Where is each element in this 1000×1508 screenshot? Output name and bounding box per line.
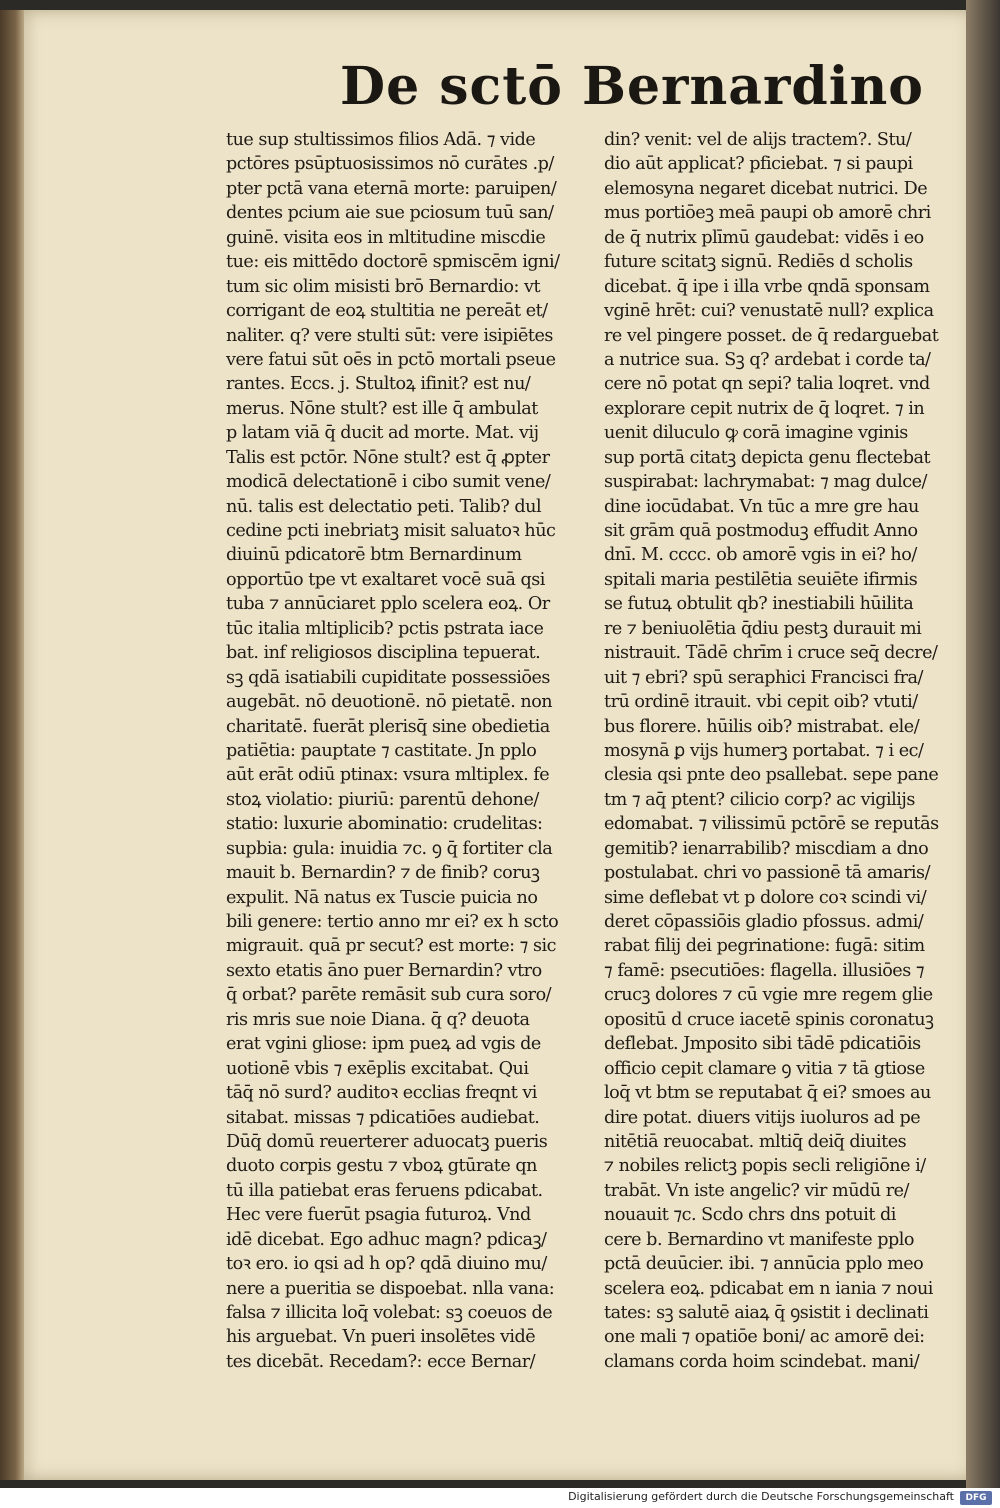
text-line: se futuꝝ obtulit qb? inestiabili hūilita: [604, 594, 914, 615]
text-line: guinē. visita eos in mltitudine miscdie: [226, 227, 546, 248]
text-line: modicā delectationē i cibo sumit vene/: [226, 472, 551, 493]
text-line: tuba ⁊ annūciaret pplo scelera eoꝝ. Or: [226, 594, 550, 615]
text-line: pctā deuūcier. ibi. ⁊ annūcia pplo meo: [604, 1254, 924, 1275]
text-line: trabāt. Vn iste angelic? vir mūdū re/: [604, 1180, 909, 1201]
dfg-logo-icon: DFG: [960, 1491, 992, 1505]
text-line: trū ordinē itrauit. vbi cepit oib? vtuti/: [604, 692, 918, 713]
text-line: tūc italia mltiplicib? pctis pstrata iace: [226, 618, 544, 639]
text-line: uotionē vbis ⁊ exēplis excitabat. Qui: [226, 1058, 529, 1079]
text-line: tates: sꝫ salutē aiaꝝ q̄ ꝯsistit i declinati: [604, 1303, 929, 1323]
text-line: Hec vere fuerūt psagia futuroꝝ. Vnd: [226, 1205, 531, 1226]
text-line: vginē hrēt: cui? venustatē null? explica: [604, 301, 934, 322]
text-line: sup portā citatꝫ depicta genu flectebat: [604, 447, 931, 468]
text-line: p latam viā q̄ ducit ad morte. Mat. vij: [226, 423, 539, 444]
text-column-right: [604, 128, 976, 1374]
text-line: rantes. Eccs. j. Stultoꝝ ifinit? est nu/: [226, 374, 531, 395]
text-line: expulit. Nā natus ex Tuscie puicia no: [226, 887, 538, 908]
text-line: sexto etatis āno puer Bernardin? vtro: [226, 960, 542, 981]
text-line: postulabat. chri vo passionē tā amaris/: [604, 863, 931, 884]
text-line: aūt erāt odiū ptinax: vsura mltiplex. fe: [226, 765, 550, 786]
text-line: dio aūt applicat? pficiebat. ⁊ si paupi: [604, 154, 913, 175]
text-line: opportūo tpe vt exaltaret vocē suā qsi: [226, 569, 545, 590]
text-line: re vel pingere posset. de q̄ redarguebat: [604, 325, 939, 346]
text-line: dnī. M. cccc. ob amorē vgis in ei? ho/: [604, 545, 917, 566]
text-line: falsa ⁊ illicita loq̄ volebat: sꝫ coeuos de: [226, 1303, 553, 1323]
text-line: ⁊ famē: psecutiōes: flagella. illusiōes ⁊: [604, 960, 925, 981]
text-line: dire potat. diuers vitijs iuoluros ad pe: [604, 1107, 921, 1128]
text-line: sit grām quā postmoduꝫ effudit Anno: [604, 521, 918, 541]
book-spine: [0, 10, 26, 1480]
text-line: duoto corpis gestu ⁊ vboꝝ gtūrate qn: [226, 1156, 537, 1177]
text-line: bili genere: tertio anno mr ei? ex h scto: [226, 912, 559, 932]
text-line: a nutrice sua. Sꝫ q? ardebat i corde ta/: [604, 349, 931, 370]
text-line: tes dicebāt. Recedam?: ecce Bernar/: [226, 1351, 536, 1372]
text-line: Talis est pctōr. Nōne stult? est q̄ ꝓpter: [226, 447, 550, 468]
text-line: Dūq̄ domū reuerterer aduocatꝫ pueris: [226, 1131, 548, 1152]
text-line: tum sic olim misisti brō Bernardio: vt: [226, 276, 541, 297]
text-line: pctōres psūptuosissimos nō curātes .p/: [226, 154, 554, 175]
text-line: nouauit ⁊c. Scdo chrs dns potuit di: [604, 1205, 896, 1226]
text-line: stoꝝ violatio: piuriū: parentū dehone/: [226, 789, 539, 810]
text-line: din? venit: vel de alijs tractem?. Stu/: [604, 130, 912, 150]
funding-credit: Digitalisierung gefördert durch die Deutsche Forschungsgemeinschaft: [568, 1490, 954, 1503]
text-line: ⁊ nobiles relictꝫ popis secli religiōne i/: [604, 1156, 926, 1177]
text-line: sitabat. missas ⁊ pdicatiōes audiebat.: [226, 1107, 540, 1128]
text-line: dicebat. q̄ ipe i illa vrbe qndā sponsam: [604, 276, 930, 297]
text-line: dine iocūdabat. Vn tūc a mre gre hau: [604, 496, 919, 517]
text-line: edomabat. ⁊ vilissimū pctōrē se reputās: [604, 814, 939, 835]
text-line: de q̄ nutrix plīmū gaudebat: vidēs i eo: [604, 227, 924, 248]
text-line: nistrauit. Tādē chrīm i cruce seq̄ decre/: [604, 643, 938, 664]
text-line: nū. talis est delectatio peti. Talib? dul: [226, 496, 542, 517]
page-title: De sctō Bernardino: [340, 56, 924, 117]
text-line: loq̄ vt btm se reputabat q̄ ei? smoes au: [604, 1083, 931, 1104]
text-line: merus. Nōne stult? est ille q̄ ambulat: [226, 398, 538, 419]
text-line: tū illa patiebat eras feruens pdicabat.: [226, 1180, 543, 1201]
text-line: migrauit. quā pr secut? est morte: ⁊ sic: [226, 936, 556, 957]
text-line: sime deflebat vt p dolore coꝛ scindi vi/: [604, 887, 927, 908]
text-line: pter pctā vana eternā morte: paruipen/: [226, 178, 557, 199]
text-line: crucꝫ dolores ⁊ cū vgie mre regem glie: [604, 985, 933, 1006]
text-line: uit ⁊ ebri? spū seraphici Francisci fra/: [604, 667, 923, 688]
text-line: patiētia: pauptate ⁊ castitate. Jn pplo: [226, 740, 537, 761]
text-line: elemosyna negaret dicebat nutrici. De: [604, 178, 928, 199]
text-line: uenit diluculo ꝙ corā imagine vginis: [604, 423, 908, 444]
text-line: q̄ orbat? parēte remāsit sub cura soro/: [226, 985, 552, 1006]
text-line: diuinū pdicatorē btm Bernardinum: [226, 545, 522, 566]
text-line: tāq̄ nō surd? auditoꝛ ecclias freqnt vi: [226, 1083, 537, 1104]
text-line: mus portiōeꝫ meā paupi ob amorē chri: [604, 203, 931, 224]
text-line: augebāt. nō deuotionē. nō pietatē. non: [226, 692, 553, 713]
text-line: corrigant de eoꝝ stultitia ne pereāt et/: [226, 301, 548, 322]
text-line: erat vgini gliose: ipm pueꝝ ad vgis de: [226, 1034, 541, 1055]
text-line: clesia qsi pnte deo psallebat. sepe pane: [604, 765, 939, 786]
text-line: explorare cepit nutrix de q̄ loqret. ⁊ in: [604, 398, 925, 419]
text-line: bat. inf religiosos disciplina tepuerat.: [226, 643, 541, 664]
text-line: nitētiā reuocabat. mltiq̄ deiq̄ diuites: [604, 1131, 907, 1152]
text-line: supbia: gula: inuidia ⁊c. ꝯ q̄ fortiter cla: [226, 838, 553, 859]
text-line: deret cōpassiōis gladio pfossus. admi/: [604, 912, 924, 932]
footer-bar: [0, 1488, 1000, 1508]
text-column-left: [226, 128, 598, 1374]
text-line: tue: eis mittēdo doctorē spmiscēm igni/: [226, 252, 560, 273]
text-line: rabat filij dei pegrinatione: fugā: sitim: [604, 936, 925, 957]
text-line: mosynā ꝑ vijs humerꝫ portabat. ⁊ i ec/: [604, 740, 924, 761]
text-line: spitali maria pestilētia seuiēte ifirmis: [604, 569, 918, 590]
text-line: opositū d cruce iacetē spinis coronatuꝫ: [604, 1009, 934, 1030]
text-line: ris mris sue noie Diana. q̄ q? deuota: [226, 1009, 530, 1030]
text-line: statio: luxurie abominatio: crudelitas:: [226, 814, 543, 835]
text-line: his arguebat. Vn pueri insolētes vidē: [226, 1327, 536, 1348]
text-line: vere fatui sūt oēs in pctō mortali pseue: [226, 349, 556, 370]
text-line: cedine pcti inebriatꝫ misit saluatoꝛ hūc: [226, 521, 556, 541]
text-line: toꝛ ero. io qsi ad h op? qdā diuino mu/: [226, 1254, 547, 1275]
text-line: re ⁊ beniuolētia q̄diu pestꝫ durauit mi: [604, 618, 922, 639]
text-line: future scitatꝫ signū. Rediēs d scholis: [604, 252, 913, 273]
text-line: gemitib? ienarrabilib? miscdiam a dno: [604, 838, 929, 859]
text-line: tm ⁊ aq̄ ptent? cilicio corp? ac vigilijs: [604, 789, 915, 810]
text-line: suspirabat: lachrymabat: ⁊ mag dulce/: [604, 472, 927, 493]
text-line: one mali ⁊ opatiōe boni/ ac amorē dei:: [604, 1327, 925, 1348]
text-line: bus florere. hūilis oib? mistrabat. ele/: [604, 716, 920, 737]
text-line: naliter. q? vere stulti sūt: vere isipiētes: [226, 325, 553, 346]
text-line: charitatē. fuerāt plerisq̄ sine obedietia: [226, 716, 550, 737]
text-line: mauit b. Bernardin? ⁊ de finib? coruꝫ: [226, 863, 540, 884]
text-line: cere b. Bernardino vt manifeste pplo: [604, 1229, 915, 1250]
text-line: nere a pueritia se dispoebat. nlla vana:: [226, 1278, 555, 1299]
text-line: deflebat. Jmposito sibi tādē pdicatiōis: [604, 1034, 921, 1055]
text-line: idē dicebat. Ego adhuc magn? pdicaꝫ/: [226, 1229, 547, 1250]
text-line: officio cepit clamare ꝯ vitia ⁊ tā gtiose: [604, 1058, 925, 1079]
text-line: dentes pcium aie sue pciosum tuū san/: [226, 203, 554, 224]
text-line: scelera eoꝝ. pdicabat em n iania ⁊ noui: [604, 1278, 933, 1299]
text-line: clamans corda hoim scindebat. mani/: [604, 1351, 920, 1372]
text-line: sꝫ qdā isatiabili cupiditate possessiōes: [226, 667, 550, 688]
text-line: tue sup stultissimos filios Adā. ⁊ vide: [226, 130, 536, 150]
text-line: cere nō potat qn sepi? talia loqret. vnd: [604, 374, 930, 395]
